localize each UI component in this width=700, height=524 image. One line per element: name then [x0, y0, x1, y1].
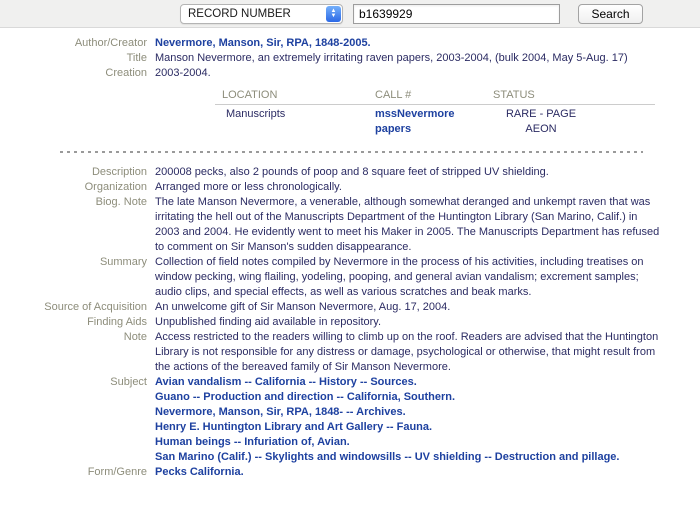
- dashed-divider: [60, 151, 643, 153]
- biog-note-value: The late Manson Nevermore, a venerable, although somewhat deranged and unkempt raven that was irritating the hell out of the Manuscripts Department of the Huntington Library (San Marino, Calif.) in 2003 and 2004. He evidently went to meet his Maker in 2005. The Manuscripts Department has refused to comment on Sir Manson's sudden disappearance.: [155, 196, 660, 253]
- field-row-author-creator: [37, 36, 700, 51]
- subject-link[interactable]: Henry E. Huntington Library and Art Gallery -- Fauna.: [155, 421, 433, 433]
- field-label: Note: [123, 331, 147, 343]
- holdings-table: [215, 88, 655, 137]
- column-header-location: LOCATION: [222, 89, 278, 101]
- subject-link[interactable]: Avian vandalism -- California -- History -- Sources.: [155, 376, 417, 388]
- form-genre-link[interactable]: Pecks California.: [155, 466, 244, 478]
- subject-link[interactable]: San Marino (Calif.) -- Skylights and windowsills -- UV shielding -- Destruction and pillage.: [155, 451, 620, 463]
- column-header-status: STATUS: [493, 89, 535, 101]
- chevron-up-down-icon: ▲ ▼: [326, 6, 341, 22]
- column-header-call-number: CALL #: [375, 89, 412, 101]
- location-cell: Manuscripts: [226, 108, 286, 120]
- notes-section: [37, 165, 700, 480]
- field-row-summary: [37, 255, 700, 300]
- field-row-description: [37, 165, 700, 180]
- field-row-note: [37, 330, 700, 375]
- field-label: Form/Genre: [87, 466, 147, 478]
- field-row-form-genre: [37, 465, 700, 480]
- field-label: Organization: [84, 181, 147, 193]
- field-row-title: [37, 51, 700, 66]
- subject-link-list: [155, 375, 660, 465]
- source-of-acquisition-value: An unwelcome gift of Sir Manson Nevermore, Aug. 17, 2004.: [155, 301, 451, 313]
- field-label: Author/Creator: [74, 37, 147, 49]
- call-number-cell: [375, 107, 493, 137]
- subject-link[interactable]: Nevermore, Manson, Sir, RPA, 1848- -- Archives.: [155, 406, 406, 418]
- subject-link[interactable]: Guano -- Production and direction -- California, Southern.: [155, 391, 456, 403]
- field-label: Title: [126, 52, 147, 64]
- table-row: [215, 105, 655, 137]
- holdings-table-header: [215, 88, 655, 105]
- subject-link[interactable]: Human beings -- Infuriation of, Avian.: [155, 436, 350, 448]
- field-row-source-of-acquisition: [37, 300, 700, 315]
- finding-aids-value: Unpublished finding aid available in repository.: [155, 316, 382, 328]
- organization-value: Arranged more or less chronologically.: [155, 181, 342, 193]
- author-link[interactable]: Nevermore, Manson, Sir, RPA, 1848-2005.: [155, 37, 371, 49]
- field-label: Description: [91, 166, 147, 178]
- field-label: Summary: [99, 256, 147, 268]
- search-bar: [0, 0, 700, 28]
- field-label: Subject: [110, 376, 147, 388]
- field-row-biog-note: [37, 195, 700, 255]
- summary-value: Collection of field notes compiled by Nevermore in the process of his activities, including treatises on window pecking, wing flailing, yodeling, pooping, and general avian vandalism; excrement samples; audio clips, and special effects, as well as various scratches and beak marks.: [155, 256, 644, 298]
- form-genre-link-list: [155, 465, 660, 480]
- search-field-dropdown-value: RECORD NUMBER: [188, 8, 291, 20]
- field-row-finding-aids: [37, 315, 700, 330]
- field-row-subject: [37, 375, 700, 465]
- field-row-organization: [37, 180, 700, 195]
- field-label: Source of Acquisition: [44, 301, 147, 313]
- search-input[interactable]: [353, 4, 560, 24]
- field-row-creation: [37, 66, 700, 81]
- call-number-link[interactable]: mssNevermore papers: [375, 108, 455, 135]
- status-cell: [493, 107, 655, 137]
- search-field-dropdown[interactable]: [180, 4, 343, 24]
- field-label: Finding Aids: [87, 316, 147, 328]
- field-label: Biog. Note: [95, 196, 147, 208]
- field-label: Creation: [105, 67, 147, 79]
- record-detail: [0, 28, 700, 480]
- description-value: 200008 pecks, also 2 pounds of poop and 8 square feet of stripped UV shielding.: [155, 166, 549, 178]
- status-value: RARE - PAGE AEON: [505, 108, 577, 135]
- creation-value: 2003-2004.: [155, 67, 211, 79]
- search-button[interactable]: Search: [578, 4, 643, 24]
- note-value: Access restricted to the readers willing to climb up on the roof. Readers are advised that the Huntington Library is not responsible for any distress or damage, psychological or otherwise, that might result from the actions of the bereaved family of Sir Manson Nevermore.: [155, 331, 659, 373]
- title-value: Manson Nevermore, an extremely irritating raven papers, 2003-2004, (bulk 2004, May 5-Aug. 17): [155, 52, 628, 64]
